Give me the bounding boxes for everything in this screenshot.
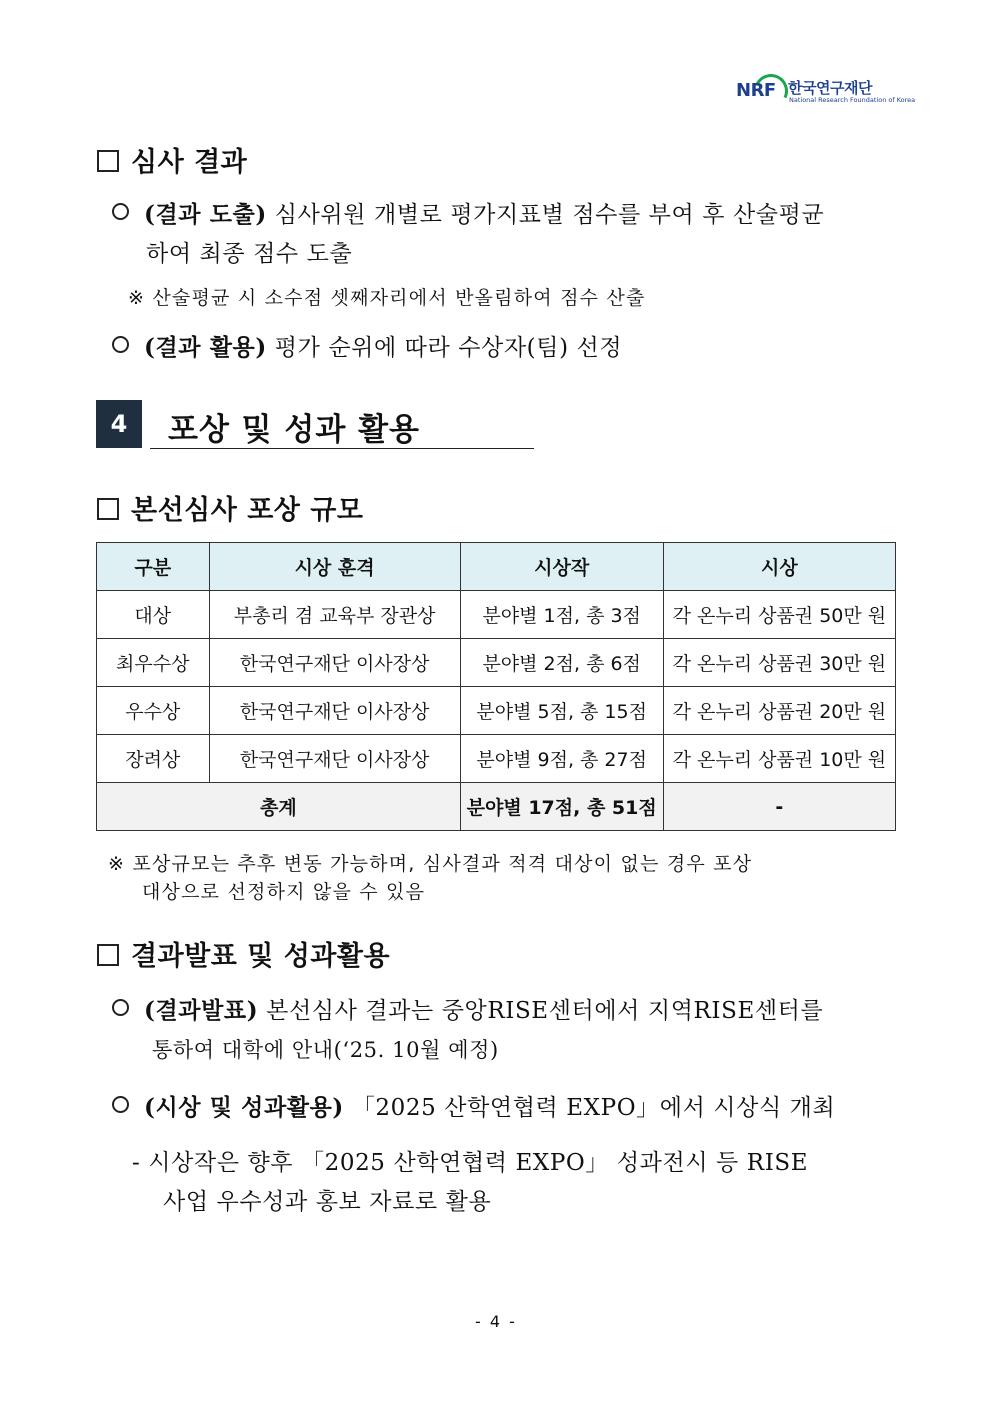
announce-item-1-line2: 통하여 대학에 안내(‘25. 10월 예정) <box>152 1038 499 1062</box>
table-cell: 부총리 겸 교육부 장관상 <box>209 591 460 639</box>
chapter-number: 4 <box>96 400 142 448</box>
section-heading-award-scale <box>97 488 363 527</box>
table-total-row <box>97 783 896 831</box>
review-item-2 <box>112 336 622 360</box>
announce-sub-line2: 사업 우수성과 홍보 자료로 활용 <box>163 1189 492 1215</box>
chapter-title: 포상 및 성과 활용 <box>168 412 420 448</box>
total-prize-cell: - <box>663 783 895 831</box>
table-cell: 각 온누리 상품권 30만 원 <box>663 639 895 687</box>
circle-bullet-icon <box>112 1096 129 1113</box>
announce-item-1-line1 <box>112 999 823 1023</box>
item-label: (결과 활용) <box>144 334 267 361</box>
table-cell: 한국연구재단 이사장상 <box>209 735 460 783</box>
logo-name-en: National Research Foundation of Korea <box>789 96 916 104</box>
chapter-header <box>96 400 534 450</box>
table-cell: 대상 <box>97 591 210 639</box>
logo-name-kr: 한국연구재단 <box>788 79 872 97</box>
chapter-underline <box>150 448 534 449</box>
item-label: (시상 및 성과활용) <box>144 1094 344 1121</box>
section-heading-announcement <box>97 934 390 973</box>
table-cell: 장려상 <box>97 735 210 783</box>
table-row <box>97 735 896 783</box>
header-cell: 시상작 <box>460 543 663 591</box>
table-row <box>97 591 896 639</box>
nrf-logo <box>736 74 916 110</box>
award-note-line1: ※ 포상규모는 추후 변동 가능하며, 심사결과 적격 대상이 없는 경우 포상 <box>108 853 753 875</box>
checkbox-square-icon <box>97 498 119 520</box>
section-heading-text: 결과발표 및 성과활용 <box>131 941 391 972</box>
item-text: 심사위원 개별로 평가지표별 점수를 부여 후 산술평균 <box>266 202 825 228</box>
logo-mark: NRF <box>736 80 776 101</box>
circle-bullet-icon <box>112 999 129 1016</box>
table-cell: 한국연구재단 이사장상 <box>209 639 460 687</box>
table-cell: 우수상 <box>97 687 210 735</box>
table-cell: 분야별 9점, 총 27점 <box>460 735 663 783</box>
table-cell: 각 온누리 상품권 20만 원 <box>663 687 895 735</box>
award-note-line2: 대상으로 선정하지 않을 수 있음 <box>142 881 426 903</box>
table-cell: 각 온누리 상품권 10만 원 <box>663 735 895 783</box>
page-number: - 4 - <box>475 1312 517 1331</box>
announce-sub-line1: - 시상작은 향후 「2025 산학연협력 EXPO」 성과전시 등 RISE <box>132 1150 809 1176</box>
circle-bullet-icon <box>112 336 129 353</box>
table-cell: 각 온누리 상품권 50만 원 <box>663 591 895 639</box>
header-cell: 시상 <box>663 543 895 591</box>
total-label-cell: 총계 <box>97 783 461 831</box>
table-cell: 분야별 2점, 총 6점 <box>460 639 663 687</box>
item-label: (결과 도출) <box>144 201 267 228</box>
circle-bullet-icon <box>112 203 129 220</box>
review-item-1-line1 <box>112 203 824 227</box>
item-text: 평가 순위에 따라 수상자(팀) 선정 <box>266 335 623 361</box>
table-cell: 분야별 5점, 총 15점 <box>460 687 663 735</box>
section-heading-text: 본선심사 포상 규모 <box>131 495 364 526</box>
section-heading-review-result <box>97 140 247 179</box>
item-text: 본선심사 결과는 중앙RISE센터에서 지역RISE센터를 <box>258 998 824 1024</box>
checkbox-square-icon <box>97 150 119 172</box>
header-cell: 구분 <box>97 543 210 591</box>
checkbox-square-icon <box>97 944 119 966</box>
item-text: 「2025 산학연협력 EXPO」에서 시상식 개최 <box>343 1095 836 1121</box>
total-count-cell: 분야별 17점, 총 51점 <box>460 783 663 831</box>
announce-item-2 <box>112 1096 835 1120</box>
review-item-1-line2: 하여 최종 점수 도출 <box>146 241 353 267</box>
item-label: (결과발표) <box>144 997 259 1024</box>
table-cell: 최우수상 <box>97 639 210 687</box>
table-row <box>97 639 896 687</box>
award-table <box>96 542 896 831</box>
table-header-row <box>97 543 896 591</box>
table-cell: 분야별 1점, 총 3점 <box>460 591 663 639</box>
table-cell: 한국연구재단 이사장상 <box>209 687 460 735</box>
table-row <box>97 687 896 735</box>
review-note: ※ 산술평균 시 소수점 셋째자리에서 반올림하여 점수 산출 <box>128 287 646 309</box>
section-heading-text: 심사 결과 <box>131 147 248 178</box>
header-cell: 시상 훈격 <box>209 543 460 591</box>
